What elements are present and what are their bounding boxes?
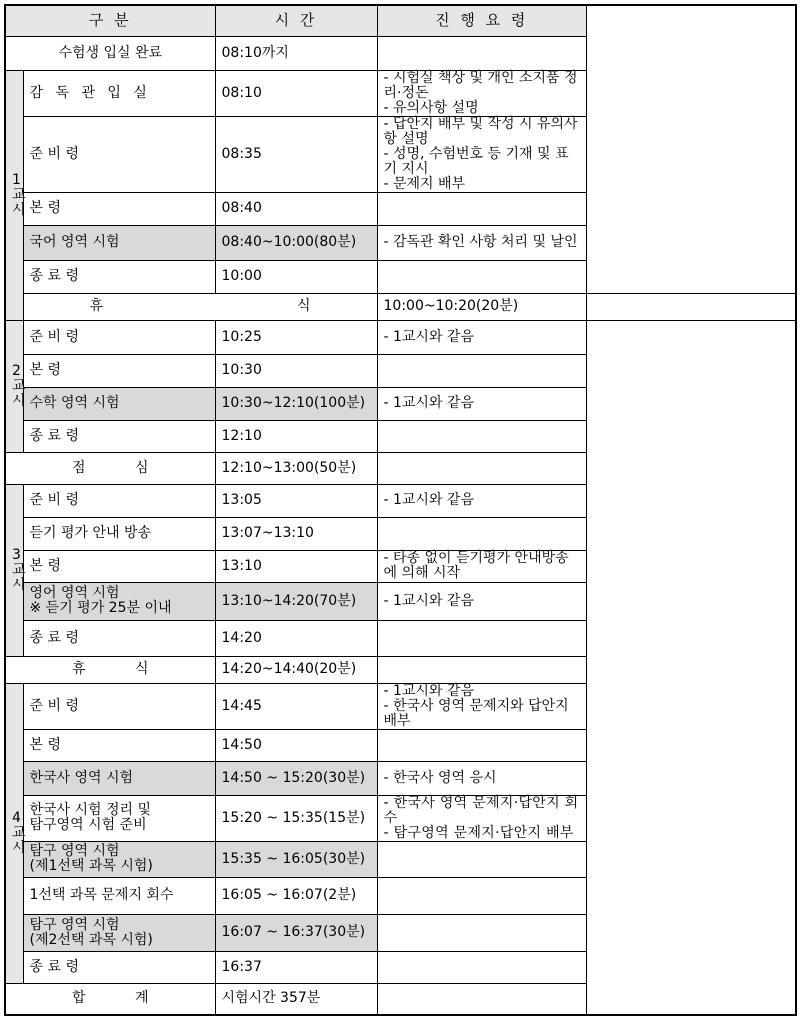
total-time: 시험시간 357분	[215, 983, 377, 1015]
row-label: 본 령	[23, 192, 215, 225]
table-row	[5, 116, 796, 192]
table-row	[5, 420, 796, 452]
row-label: 종 료 령	[23, 260, 215, 293]
table-row	[5, 517, 796, 550]
row-note: - 1교시와 같음	[377, 582, 587, 620]
row-time: 12:10~13:00(50분)	[215, 452, 377, 484]
row-label: 국어 영역 시험	[23, 225, 215, 260]
table-row	[5, 452, 796, 484]
table-row	[5, 192, 796, 225]
break-label: 휴 식	[23, 293, 377, 320]
row-time: 08:10까지	[215, 36, 377, 70]
row-time: 13:07~13:10	[215, 517, 377, 550]
lunch-label: 점 심	[5, 452, 215, 484]
row-label: 본 령	[23, 550, 215, 582]
row-note	[377, 841, 587, 877]
row-note	[377, 517, 587, 550]
table-row	[5, 656, 796, 683]
table-row	[5, 293, 796, 320]
row-label: 1선택 과목 문제지 회수	[23, 877, 215, 914]
period-4-label: 4 교 시	[5, 683, 23, 983]
table-row	[5, 877, 796, 914]
row-note	[377, 983, 587, 1015]
row-note: - 1교시와 같음	[377, 387, 587, 420]
row-label: 종 료 령	[23, 951, 215, 983]
row-time: 10:00~10:20(20분)	[377, 293, 587, 320]
header-category: 구 분	[5, 5, 215, 36]
row-note: - 1교시와 같음	[377, 484, 587, 517]
row-time: 15:20 ~ 15:35(15분)	[215, 795, 377, 841]
header-time: 시 간	[215, 5, 377, 36]
total-label: 합 계	[5, 983, 215, 1015]
row-label: 본 령	[23, 354, 215, 387]
row-label: 감 독 관 입 실	[23, 70, 215, 116]
table-row	[5, 582, 796, 620]
row-time: 08:35	[215, 116, 377, 192]
period-1-label: 1 교 시	[5, 70, 23, 320]
row-time: 12:10	[215, 420, 377, 452]
row-note	[377, 951, 587, 983]
row-note	[377, 656, 587, 683]
row-label: 한국사 영역 시험	[23, 761, 215, 795]
row-time: 14:50	[215, 729, 377, 761]
row-time: 10:30	[215, 354, 377, 387]
table-row	[5, 225, 796, 260]
row-note	[377, 192, 587, 225]
row-time: 14:20~14:40(20분)	[215, 656, 377, 683]
row-label: 탐구 영역 시험 (제1선택 과목 시험)	[23, 841, 215, 877]
row-note	[377, 452, 587, 484]
row-time: 16:37	[215, 951, 377, 983]
row-time: 10:00	[215, 260, 377, 293]
table-row	[5, 260, 796, 293]
row-note	[377, 729, 587, 761]
table-row	[5, 841, 796, 877]
row-note	[377, 420, 587, 452]
row-label: 수험생 입실 완료	[5, 36, 215, 70]
table-row	[5, 729, 796, 761]
row-note	[377, 36, 587, 70]
table-row	[5, 951, 796, 983]
row-label: 수학 영역 시험	[23, 387, 215, 420]
period-3-label: 3 교 시	[5, 484, 23, 656]
row-time: 08:10	[215, 70, 377, 116]
row-label: 준 비 령	[23, 484, 215, 517]
row-note: - 답안지 배부 및 작성 시 유의사항 설명 - 성명, 수험번호 등 기재 및 표기 지시 - 문제지 배부	[377, 116, 587, 192]
row-label: 영어 영역 시험 ※ 듣기 평가 25분 이내	[23, 582, 215, 620]
row-note: - 한국사 영역 문제지·답안지 회수 - 탐구영역 문제지·답안지 배부	[377, 795, 587, 841]
row-time: 14:20	[215, 620, 377, 656]
table-row	[5, 550, 796, 582]
exam-schedule-table	[4, 4, 797, 1016]
row-note	[377, 354, 587, 387]
row-time: 15:35 ~ 16:05(30분)	[215, 841, 377, 877]
break-label: 휴 식	[5, 656, 215, 683]
row-note	[377, 260, 587, 293]
table-row	[5, 320, 796, 354]
row-note	[377, 877, 587, 914]
row-label: 종 료 령	[23, 420, 215, 452]
row-label: 준 비 령	[23, 116, 215, 192]
row-label: 한국사 시험 정리 및 탐구영역 시험 준비	[23, 795, 215, 841]
row-time: 08:40	[215, 192, 377, 225]
table-row	[5, 620, 796, 656]
row-label: 본 령	[23, 729, 215, 761]
table-row	[5, 761, 796, 795]
row-time: 13:10~14:20(70분)	[215, 582, 377, 620]
row-label: 탐구 영역 시험 (제2선택 과목 시험)	[23, 914, 215, 951]
row-note	[377, 620, 587, 656]
row-label: 준 비 령	[23, 320, 215, 354]
row-label: 듣기 평가 안내 방송	[23, 517, 215, 550]
row-time: 16:07 ~ 16:37(30분)	[215, 914, 377, 951]
row-label: 종 료 령	[23, 620, 215, 656]
row-time: 16:05 ~ 16:07(2분)	[215, 877, 377, 914]
row-time: 13:05	[215, 484, 377, 517]
header-procedure: 진 행 요 령	[377, 5, 587, 36]
row-label: 준 비 령	[23, 683, 215, 729]
row-note: - 1교시와 같음 - 한국사 영역 문제지와 답안지 배부	[377, 683, 587, 729]
table-row	[5, 354, 796, 387]
table-row	[5, 683, 796, 729]
table-row	[5, 70, 796, 116]
row-note: - 시험실 책상 및 개인 소지품 정리·정돈 - 유의사항 설명	[377, 70, 587, 116]
row-note: - 한국사 영역 응시	[377, 761, 587, 795]
table-row	[5, 983, 796, 1015]
row-note: - 타종 없이 듣기평가 안내방송에 의해 시작	[377, 550, 587, 582]
table-row	[5, 914, 796, 951]
period-2-label: 2 교 시	[5, 320, 23, 452]
table-row	[5, 484, 796, 517]
row-note: - 1교시와 같음	[377, 320, 587, 354]
row-time: 10:30~12:10(100분)	[215, 387, 377, 420]
row-time: 08:40~10:00(80분)	[215, 225, 377, 260]
row-note	[587, 293, 797, 320]
row-time: 14:50 ~ 15:20(30분)	[215, 761, 377, 795]
row-time: 10:25	[215, 320, 377, 354]
row-time: 14:45	[215, 683, 377, 729]
row-note	[377, 914, 587, 951]
row-time: 13:10	[215, 550, 377, 582]
table-row	[5, 387, 796, 420]
row-note: - 감독관 확인 사항 처리 및 날인	[377, 225, 587, 260]
table-row	[5, 795, 796, 841]
header-row	[5, 5, 796, 36]
table-row	[5, 36, 796, 70]
